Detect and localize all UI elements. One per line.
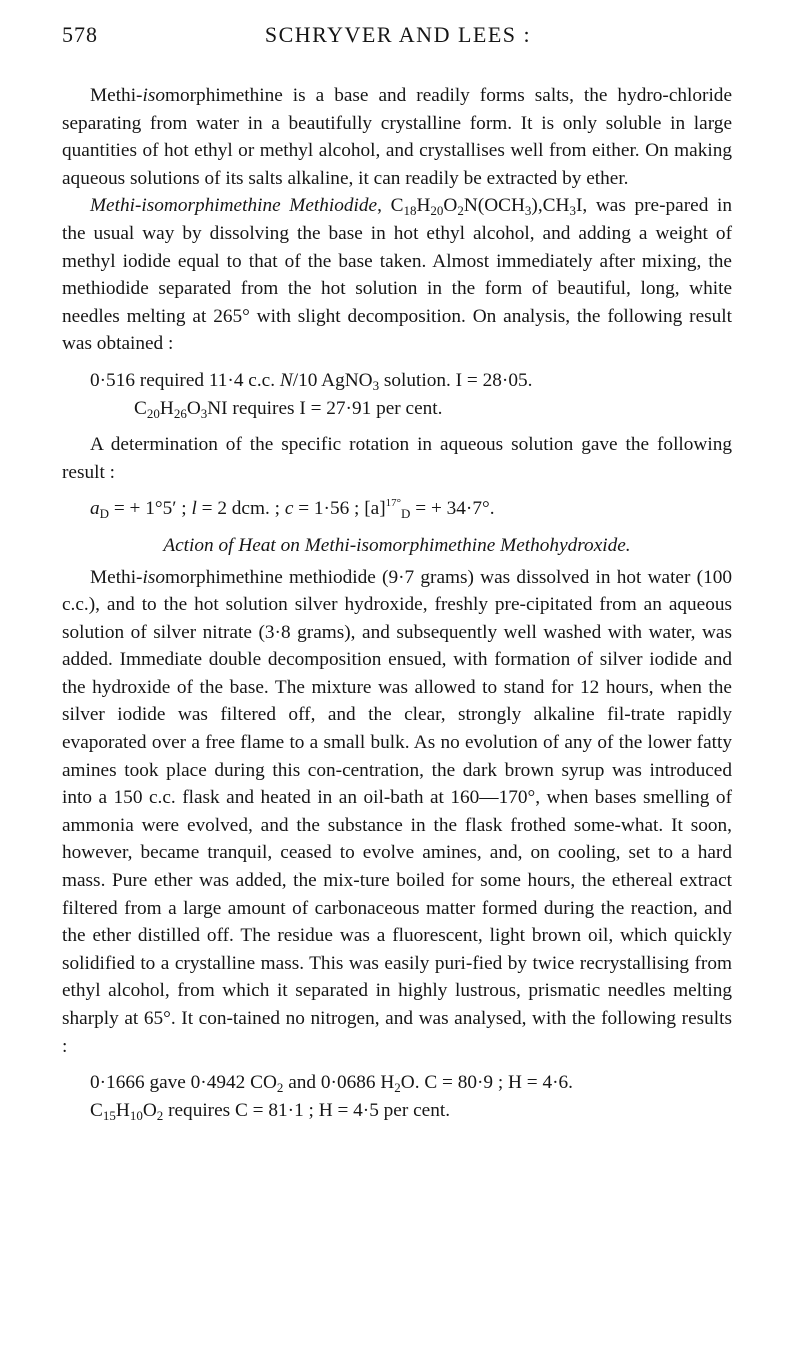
analysis-requirement-iodine: $C_{20}H_{26}O_3NI$ requires I = 27·91 per cent. (134, 397, 443, 421)
page-header (62, 22, 734, 52)
page-number: 578 (62, 22, 98, 47)
analysis-requirement-carbon-hydrogen: $C_{15}H_{10}O_2$ requires C = 81·1 ; H = 4·5 per cent. (90, 1099, 451, 1123)
paragraph-specific-rotation: A determination of the specific rotation in aqueous solution gave the following result : (62, 434, 732, 483)
paragraph-methiodide-preparation: Methi-isomorphimethine Methiodide, $C_{18}H_{20}O_2N(OCH_3),CH_3I$, was pre-pared in the usual way by dissolving the base in hot ethyl alcohol, and adding a weight of methyl iodide equal to that of the base taken. Almost immediately after mixing, the methiodide separated from the hot solution in the form of beautiful, long, white needles melting at 265° with slight decomposition. On analysis, the following result was obtained : (62, 195, 732, 355)
paragraph-base-description: Methi-isomorphimethine is a base and readily forms salts, the hydro-chloride separating from water in a beautifully crystalline form. It is only soluble in large quantities of hot ethyl or methyl alcohol, and crystallises well from either. On making aqueous solutions of its salts alkaline, it can readily be extracted by ether. (62, 85, 732, 189)
specific-rotation-equation: $a_D$ = + 1°5′ ; l = 2 dcm. ; c = 1·56 ; $[a]^{17^\circ}_D$ = + 34·7°. (90, 497, 495, 522)
analysis-result-carbon-hydrogen: 0·1666 gave 0·4942 $CO_2$ and 0·0686 $H_2O$. C = 80·9 ; H = 4·6. (90, 1072, 574, 1096)
running-head: SCHRYVER AND LEES : (264, 22, 532, 47)
analysis-result-iodine: 0·516 required 11·4 c.c. N/10 AgNO$_3$ solution. I = 28·05. (90, 369, 533, 393)
section-title: Action of Heat on Methi-isomorphimethine Methohydroxide. (163, 534, 631, 556)
article-body (62, 82, 732, 1124)
paragraph-heat-action: Methi-isomorphimethine methiodide (9·7 grams) was dissolved in hot water (100 c.c.), and to the hot solution silver hydroxide, freshly pre-cipitated from an aqueous solution of silver nitrate (3·8 grams), and subsequently well washed with water, was added. Immediate double decomposition ensued, with formation of silver iodide and the hydroxide of the base. The mixture was allowed to stand for 12 hours, when the silver iodide was filtered off, and the clear, strongly alkaline fil-trate rapidly evaporated over a free flame to a small bulk. As no evolution of any of the lower fatty amines took place during this con-centration, the dark brown syrup was introduced into a 150 c.c. flask and heated in an oil-bath at 160—170°, when bases smelling of ammonia were evolved, and the substance in the flask frothed some-what. It soon, however, became tranquil, ceased to evolve amines, and, on cooling, set to a hard mass. Pure ether was added, the mix-ture boiled for some hours, the ethereal extract filtered from a large amount of carbonaceous matter formed during the reaction, and the ether distilled off. The residue was a fluorescent, light brown oil, which quickly solidified to a crystalline mass. This was easily puri-fied by twice recrystallising from ethyl alcohol, from which it separated in highly lustrous, prismatic needles melting sharply at 65°. It con-tained no nitrogen, and was analysed, with the following results : (62, 566, 732, 1057)
